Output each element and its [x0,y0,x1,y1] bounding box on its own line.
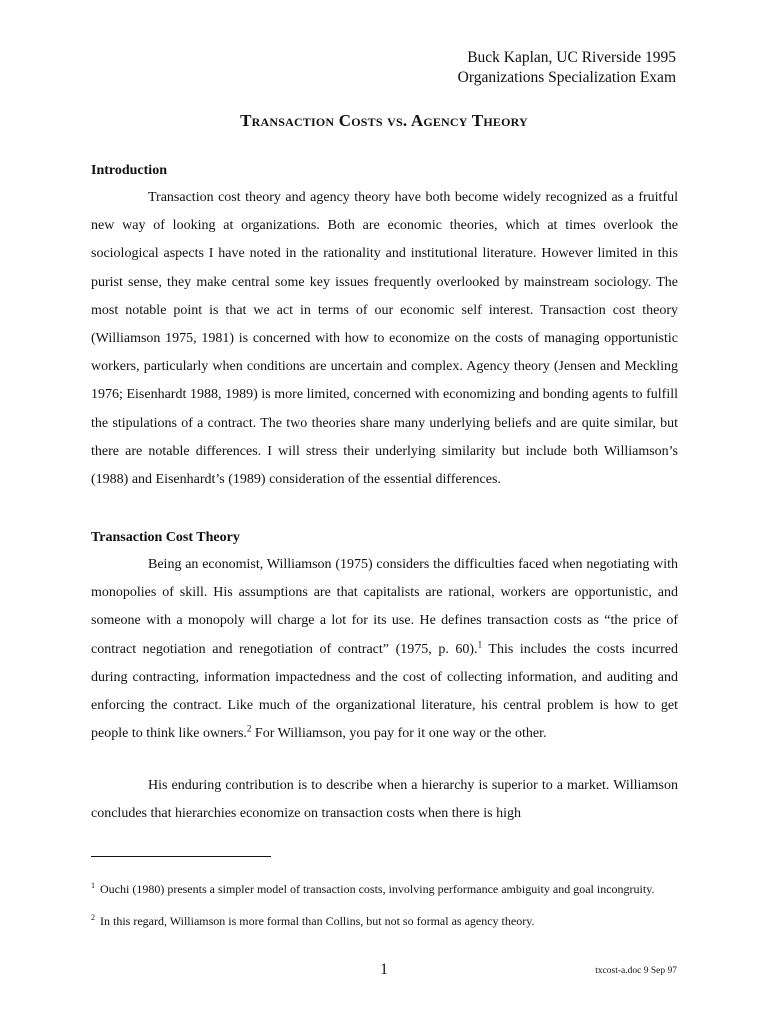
header-exam-line: Organizations Specialization Exam [457,69,676,86]
transaction-cost-paragraph-1 [91,551,678,748]
section-heading-introduction: Introduction [91,163,167,178]
footnote-2 [91,915,678,929]
footnote-1 [91,883,678,897]
page-header [458,48,676,88]
footnote-text: In this regard, Williamson is more formal than Collins, but not so formal as agency theory. [100,914,535,928]
section-heading-transaction-cost-theory: Transaction Cost Theory [91,530,240,545]
footnote-text: Ouchi (1980) presents a simpler model of transaction costs, involving performance ambiguity and goal incongruity. [100,882,655,896]
footnote-separator [91,856,271,857]
paragraph-text-segment: Being an economist, Williamson (1975) considers the difficulties faced when negotiating with monopolies of skill. His assumptions are that capitalists are rational, workers are opportunistic, and someone with a monopoly will charge a lot for its use. He defines transaction costs as “the price of contract negotiation and renegotiation of contract” (1975, p. 60). [91,557,678,657]
footnote-reference-2: 2 [246,723,252,734]
document-filename-stamp: txcost-a.doc 9 Sep 97 [595,966,677,976]
footnote-mark: 1 [91,881,95,890]
footnote-reference-1: 1 [477,638,483,649]
page-number: 1 [380,961,388,978]
document-title: Transaction Costs vs. Agency Theory [240,111,528,130]
header-author-line: Buck Kaplan, UC Riverside 1995 [467,49,676,66]
paragraph-text-segment: This includes the costs incurred during contracting, information impactedness and the cost of collecting information, and auditing and enforcing the contract. Like much of the organizational literature, his central problem is how to get people to think like owners. [91,641,678,742]
transaction-cost-paragraph-2: His enduring contribution is to describe when a hierarchy is superior to a market. Williamson concludes that hierarchies economize on transaction costs when there is high [91,778,678,822]
footnote-mark: 2 [91,913,95,922]
introduction-paragraph: Transaction cost theory and agency theory have both become widely recognized as a fruitful new way of looking at organizations. Both are economic theories, which at times overlook the sociological aspects I have noted in the rationality and institutional literature. However limited in this purist sense, they make central some key issues frequently overlooked by mainstream sociology. The most notable point is that we act in terms of our economic self interest. Transaction cost theory (Williamson 1975, 1981) is concerned with how to economize on the costs of managing opportunistic workers, particularly when conditions are uncertain and complex. Agency theory (Jensen and Meckling 1976; Eisenhardt 1988, 1989) is more limited, concerned with economizing and bonding agents to fulfill the stipulations of a contract. The two theories share many underlying beliefs and are quite similar, but there are notable differences. I will stress their underlying similarity but include both Williamson’s (1988) and Eisenhardt’s (1989) consideration of the essential differences. [91,190,678,488]
paragraph-text-segment: For Williamson, you pay for it one way or the other. [251,726,547,742]
